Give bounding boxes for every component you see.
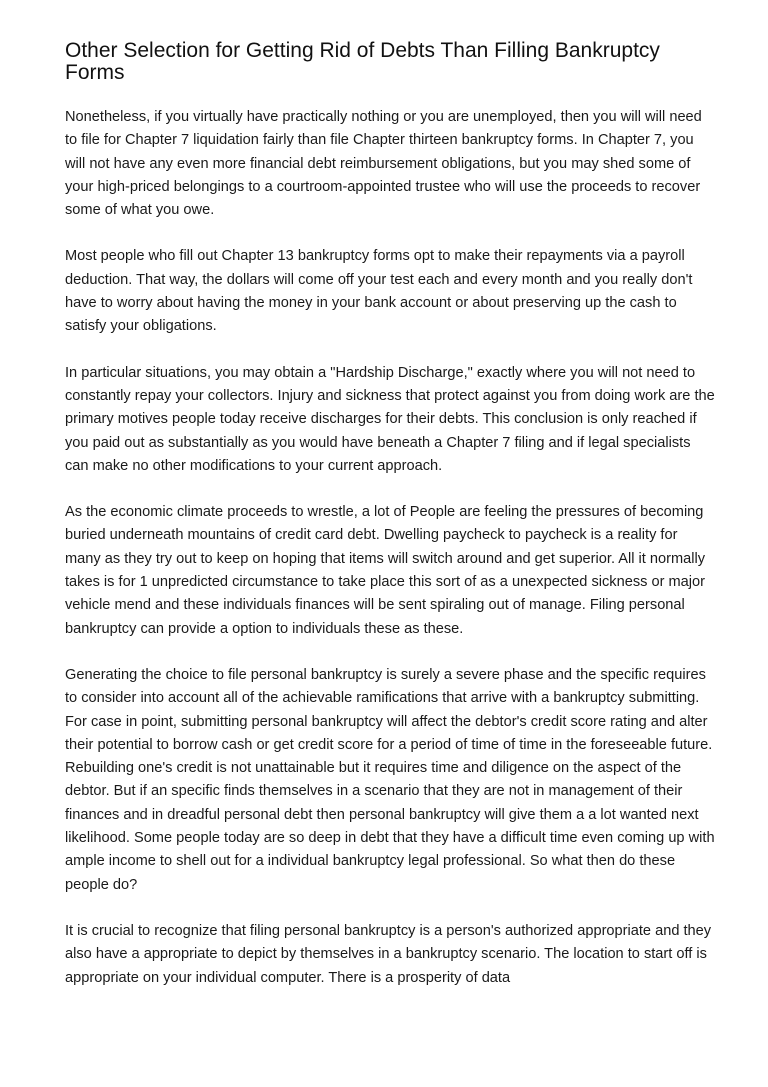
document-title: Other Selection for Getting Rid of Debts Than Filling Bankruptcy Forms xyxy=(65,39,660,84)
paragraph-2: Most people who fill out Chapter 13 bankruptcy forms opt to make their repayments via a payroll deduction. That way, the dollars will come off your test each and every month and you really don't have to worry about having the money in your bank account or about preserving up the cash to satisfy your obligations. xyxy=(65,248,693,335)
paragraph-3: In particular situations, you may obtain a "Hardship Discharge," exactly where you will not need to constantly repay your collectors. Injury and sickness that protect against you from doing work are the primary motives people today receive discharges for their debts. This conclusion is only reached if you paid out as substantially as you would have beneath a Chapter 7 filing and if legal specialists can make no other modifications to your current approach. xyxy=(65,364,715,474)
paragraph-4: As the economic climate proceeds to wrestle, a lot of People are feeling the pressures of becoming buried underneath mountains of credit card debt. Dwelling paycheck to paycheck is a reality for many as they try out to keep on hoping that items will switch around and get superior. All it normally takes is for 1 unpredicted circumstance to take place this sort of as a unexpected sickness or major vehicle mend and these individuals finances will be sent spiraling out of manage. Filing personal bankruptcy can provide a option to individuals these as these. xyxy=(65,504,706,637)
paragraph-6: It is crucial to recognize that filing personal bankruptcy is a person's authorized appropriate and they also have a appropriate to depict by themselves in a bankruptcy scenario. The location to start off is appropriate on your individual computer. There is a prosperity of data xyxy=(65,922,712,986)
paragraph-5: Generating the choice to file personal bankruptcy is surely a severe phase and the specific requires to consider into account all of the achievable ramifications that arrive with a bankruptcy submitting. For case in point, submitting personal bankruptcy will affect the debtor's credit score rating and alter their potential to borrow cash or get credit score for a period of time of time in the foreseeable future. Rebuilding one's credit is not unattainable but it requires time and diligence on the aspect of the debtor. But if an specific finds themselves in a scenario that they are not in management of their finances and in dreadful personal debt then personal bankruptcy will give them a a lot wanted next likelihood. Some people today are so deep in debt that they have a difficult time even coming up with ample income to shell out for a individual bankruptcy legal professional. So what then do these people do? xyxy=(65,666,715,893)
paragraph-1: Nonetheless, if you virtually have practically nothing or you are unemployed, then you will will need to file for Chapter 7 liquidation fairly than file Chapter thirteen bankruptcy forms. In Chapter 7, you will not have any even more financial debt reimbursement obligations, but you may shed some of your high-priced belongings to a courtroom-appointed trustee who will use the proceeds to recover some of what you owe. xyxy=(65,109,702,219)
document-page xyxy=(65,40,715,1013)
